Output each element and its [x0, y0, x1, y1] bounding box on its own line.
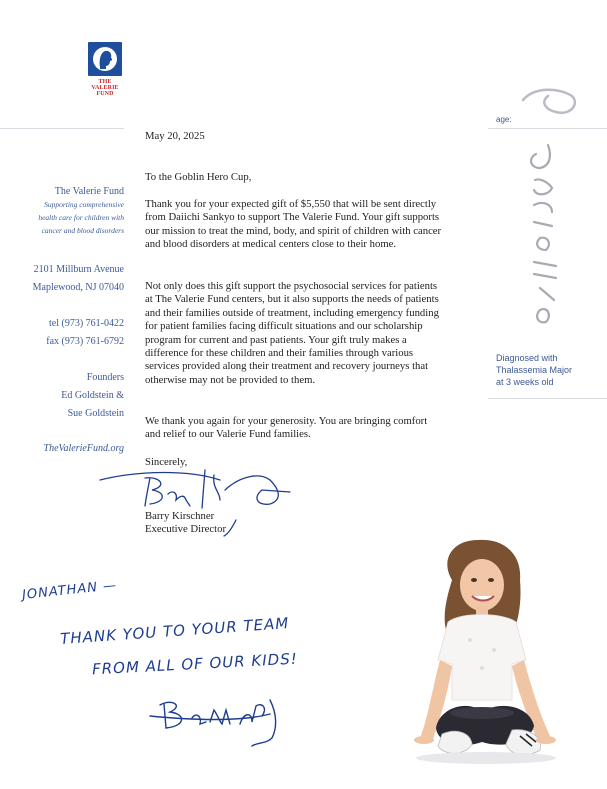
logo-text: THE VALERIE FUND: [91, 79, 119, 97]
founder-2: Sue Goldstein: [67, 408, 124, 419]
child-photo: [414, 540, 556, 764]
address-line-1: 2101 Millburn Avenue: [33, 264, 124, 275]
website-link[interactable]: TheValerieFund.org: [43, 443, 124, 454]
handwritten-child-name: [531, 145, 556, 322]
org-name: The Valerie Fund: [54, 186, 124, 197]
founders-label: Founders: [86, 372, 124, 383]
signer-title: Executive Director: [145, 523, 227, 535]
diagnosis-line-1: Diagnosed with: [496, 353, 558, 363]
barry-signature: [100, 470, 290, 536]
letter-paragraph-3: We thank you again for your generosity. You are bringing comfort and relief to our Valerie Fund families.: [145, 415, 428, 441]
letter-date: May 20, 2025: [145, 130, 205, 142]
handwritten-line-2: THANK YOU TO YOUR TEAM: [59, 614, 290, 648]
tagline-line-2: health care for children with: [38, 213, 124, 222]
handwritten-line-3: FROM ALL OF OUR KIDS!: [91, 649, 299, 679]
diagnosis-line-3: at 3 weeks old: [496, 377, 554, 387]
diagnosis-line-2: Thalassemia Major: [496, 365, 573, 375]
founder-1: Ed Goldstein &: [61, 390, 124, 401]
letter-closing: Sincerely,: [145, 456, 188, 468]
fax-number: fax (973) 761-6792: [46, 336, 124, 347]
tel-number: tel (973) 761-0422: [49, 318, 124, 329]
handwritten-age-six: [523, 90, 575, 113]
tagline-line-3: cancer and blood disorders: [41, 226, 124, 235]
age-label: age:: [496, 115, 512, 124]
handwritten-line-1: JONATHAN —: [21, 578, 118, 603]
address-line-2: Maplewood, NJ 07040: [32, 282, 124, 293]
signer-name: Barry Kirschner: [145, 510, 215, 522]
letter-paragraph-2: Not only does this gift support the psychosocial services for patients at The Valerie Fund centers, but it also supports the needs of patients and their families outside of treatment, including emergency funding for patient families facing difficult situations and our scholarship program for current and past patients. Your gift truly makes a difference for these children and their families through various services provided along their treatment and recovery journeys that otherwise may not be provided to them.: [145, 280, 439, 386]
tagline-line-1: Supporting comprehensive: [44, 200, 124, 209]
letter-paragraph-1: Thank you for your expected gift of $5,550 that will be sent directly from Daiichi Sankyo to support The Valerie Fund. Your gift supports our mission to treat the mind, body, and spirit of children with cancer and blood disorders at medical centers close to their home.: [145, 198, 442, 251]
handwritten-signoff-barry: [150, 700, 276, 746]
letter-salutation: To the Goblin Hero Cup,: [145, 171, 252, 183]
